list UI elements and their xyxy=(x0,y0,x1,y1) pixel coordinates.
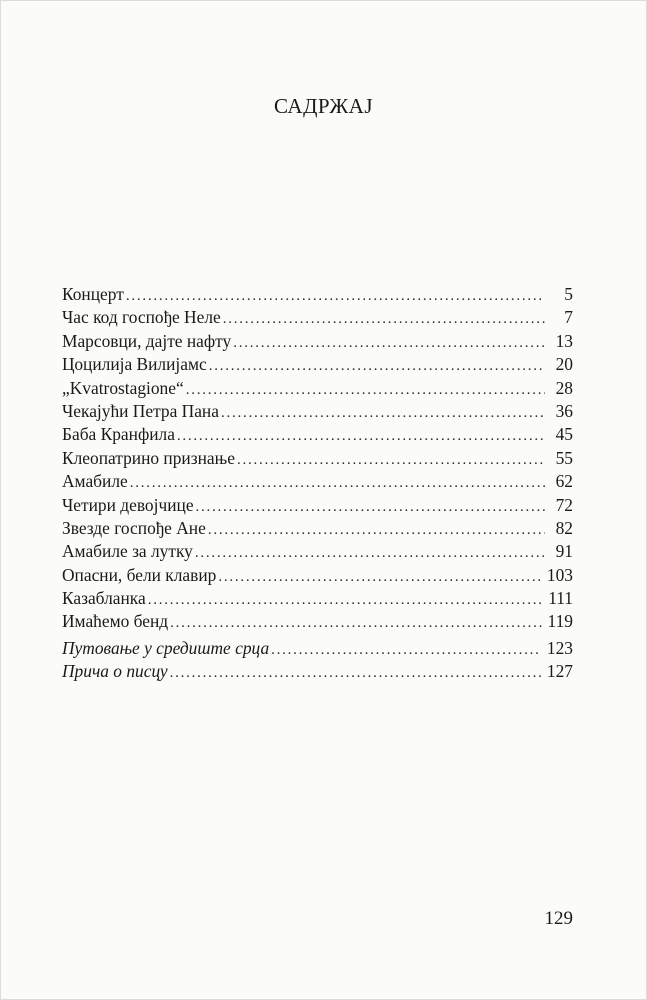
toc-entry-title: Цоцилија Вилијамс xyxy=(62,354,207,375)
toc-entry-page: 7 xyxy=(564,307,573,328)
toc-entry-appendix xyxy=(62,637,573,660)
toc-entry-page: 123 xyxy=(546,637,573,658)
toc-entry-page: 5 xyxy=(564,284,573,304)
dot-leader xyxy=(130,472,545,495)
toc-entry-page: 127 xyxy=(546,661,573,682)
toc-entry xyxy=(62,610,573,633)
dot-leader xyxy=(170,662,541,685)
toc-entry-page: 62 xyxy=(555,471,573,492)
toc-entry xyxy=(62,517,573,540)
toc-entry xyxy=(62,447,573,470)
toc-entry xyxy=(62,377,573,400)
dot-leader xyxy=(195,542,545,565)
toc-entry-title: Имаћемо бенд xyxy=(62,611,169,632)
toc-entry xyxy=(62,330,573,353)
toc-entry-title: Клеопатрино признање xyxy=(62,447,235,468)
toc-entry xyxy=(62,353,573,376)
toc-entry-title: Концерт xyxy=(62,284,124,304)
toc-entry-title: Путовање у средиште срца xyxy=(62,637,270,658)
toc-entry-page: 82 xyxy=(555,517,573,538)
dot-leader xyxy=(170,612,541,635)
toc-entry-page: 13 xyxy=(555,330,573,351)
dot-leader xyxy=(218,566,541,589)
toc-entry-title: Амабиле xyxy=(62,471,128,492)
dot-leader xyxy=(237,449,545,472)
toc-entry-page: 111 xyxy=(548,588,573,609)
dot-leader xyxy=(208,519,545,542)
toc-entry-page: 55 xyxy=(555,447,573,468)
toc-entry-title: Баба Кранфила xyxy=(62,424,175,445)
toc-entry-title: Чекајући Петра Пана xyxy=(62,400,219,421)
dot-leader xyxy=(177,425,545,448)
dot-leader xyxy=(126,285,545,308)
toc-entry xyxy=(62,587,573,610)
toc-entry-page: 72 xyxy=(555,494,573,515)
toc-entry-title: Амабиле за лутку xyxy=(62,541,193,562)
toc-entry xyxy=(62,540,573,563)
contents-heading: САДРЖАЈ xyxy=(273,94,374,118)
toc-entry-page: 28 xyxy=(555,377,573,398)
toc-entry-page: 91 xyxy=(555,541,573,562)
dot-leader xyxy=(221,402,545,425)
toc-entry-title: Марсовци, дајте нафту xyxy=(62,330,232,351)
toc-entry-page: 103 xyxy=(546,564,573,585)
toc-entry-title: „Kvatrostagione“ xyxy=(62,377,184,398)
toc-entry xyxy=(62,494,573,517)
toc-entry-title: Час код госпође Неле xyxy=(62,307,221,328)
table-of-contents xyxy=(62,283,573,684)
toc-entry-page: 20 xyxy=(555,354,573,375)
dot-leader xyxy=(233,332,545,355)
toc-entry xyxy=(62,283,573,306)
page-number: 129 xyxy=(544,908,573,929)
toc-entry-title: Казабланка xyxy=(62,588,146,609)
toc-entry-appendix xyxy=(62,660,573,683)
toc-entry-title: Опасни, бели клавир xyxy=(62,564,217,585)
toc-entry xyxy=(62,564,573,587)
toc-entry-title: Прича о писцу xyxy=(62,661,168,682)
toc-entry-page: 36 xyxy=(555,400,573,421)
dot-leader xyxy=(209,355,545,378)
toc-entry xyxy=(62,306,573,329)
dot-leader xyxy=(223,308,545,331)
dot-leader xyxy=(196,496,545,519)
toc-entry xyxy=(62,470,573,493)
toc-entry xyxy=(62,400,573,423)
toc-entry xyxy=(62,423,573,446)
toc-entry-title: Звезде госпође Ане xyxy=(62,517,206,538)
toc-entry-title: Четири девојчице xyxy=(62,494,194,515)
dot-leader xyxy=(148,589,543,612)
toc-entry-page: 45 xyxy=(555,424,573,445)
toc-entry-page: 119 xyxy=(547,611,573,632)
dot-leader xyxy=(186,379,545,402)
dot-leader xyxy=(271,639,541,662)
